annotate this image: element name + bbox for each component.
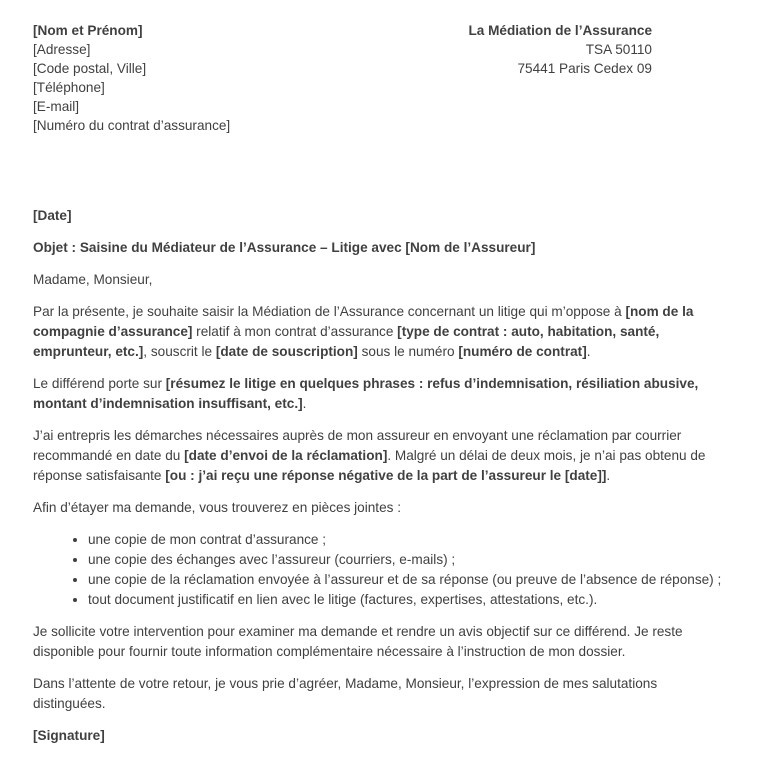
letter-header	[33, 21, 726, 135]
attachment-item: • une copie de mon contrat d’assurance ;	[88, 530, 726, 550]
closing-paragraph-intervention: Je sollicite votre intervention pour examiner ma demande et rendre un avis objectif sur ce différend. Je reste disponible pour fournir toute information complémentaire nécessaire à l’instruction de mon dossier.	[33, 624, 683, 659]
attachment-item: • une copie des échanges avec l’assureur (courriers, e-mails) ;	[88, 550, 726, 570]
recipient-line: La Médiation de l’Assurance	[468, 23, 652, 38]
sender-line: [Nom et Prénom]	[33, 23, 143, 38]
attachment-item: • tout document justificatif en lien avec le litige (factures, expertises, attestations, etc.).	[88, 590, 726, 610]
attachments-list	[33, 530, 726, 610]
text-run: . Malgré un délai de deux mois, je n’ai pas obtenu de réponse satisfaisante	[33, 448, 706, 483]
recipient-block	[468, 21, 652, 78]
recipient-line: 75441 Paris Cedex 09	[517, 61, 652, 76]
text-run: Afin d’étayer ma demande, vous trouverez en pièces jointes :	[33, 500, 401, 515]
sender-line: [E-mail]	[33, 99, 80, 114]
sender-line: [Numéro du contrat d’assurance]	[33, 118, 231, 133]
text-run: Le différend porte sur	[33, 376, 166, 391]
sender-line: [Téléphone]	[33, 80, 105, 95]
placeholder-text: [type de contrat : auto, habitation, santé, emprunteur, etc.]	[33, 324, 660, 359]
closing-paragraph-salutations: Dans l’attente de votre retour, je vous prie d’agréer, Madame, Monsieur, l’expression de mes salutations distinguées.	[33, 676, 658, 711]
text-run: .	[586, 344, 591, 359]
placeholder-text: [numéro de contrat]	[458, 344, 587, 359]
text-run: .	[302, 396, 307, 411]
text-run: relatif à mon contrat d’assurance	[192, 324, 398, 339]
sender-block	[33, 21, 230, 135]
text-run: sous le numéro	[357, 344, 459, 359]
date-line: [Date]	[33, 208, 72, 223]
paragraph-pieces-jointes-intro	[33, 498, 726, 518]
text-run: .	[606, 468, 611, 483]
text-run: J’ai entrepris les démarches nécessaires auprès de mon assureur en envoyant une réclamation par courrier recommandé en date du	[33, 428, 682, 463]
signature-line: [Signature]	[33, 728, 105, 743]
placeholder-text: [date de souscription]	[215, 344, 358, 359]
subject-line: Objet : Saisine du Médiateur de l’Assurance – Litige avec [Nom de l’Assureur]	[33, 240, 536, 255]
paragraph-differend	[33, 374, 726, 414]
text-run: Par la présente, je souhaite saisir la Médiation de l’Assurance concernant un litige qui m’oppose à	[33, 304, 626, 319]
attachment-item: • une copie de la réclamation envoyée à l’assureur et de sa réponse (ou preuve de l’absence de réponse) ;	[88, 570, 726, 590]
recipient-line: TSA 50110	[585, 42, 652, 57]
placeholder-text: [ou : j’ai reçu une réponse négative de la part de l’assureur le [date]]	[165, 468, 607, 483]
placeholder-text: [nom de la compagnie d’assurance]	[33, 304, 694, 339]
paragraph-saisine	[33, 302, 726, 362]
placeholder-text: [résumez le litige en quelques phrases : refus d’indemnisation, résiliation abusive, montant d’indemnisation insuffisant, etc.]	[33, 376, 699, 411]
sender-line: [Adresse]	[33, 42, 91, 57]
text-run: , souscrit le	[143, 344, 216, 359]
sender-line: [Code postal, Ville]	[33, 61, 147, 76]
paragraph-demarches	[33, 426, 726, 486]
salutation: Madame, Monsieur,	[33, 272, 153, 287]
placeholder-text: [date d’envoi de la réclamation]	[184, 448, 388, 463]
